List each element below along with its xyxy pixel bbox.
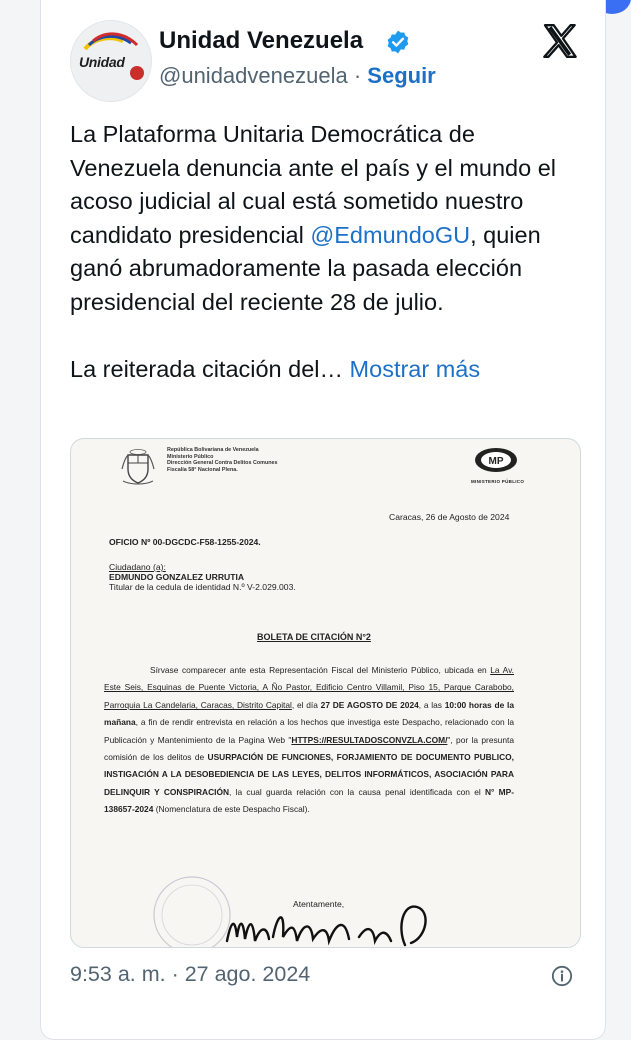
citation-document [71,439,580,947]
header-line-4: Fiscalía 58° Nacional Plena. [167,466,238,473]
place-date: Caracas, 26 de Agosto de 2024 [389,512,510,522]
header-line-1: República Bolivariana de Venezuela [167,447,259,453]
header-line-3: Dirección General Contra Delitos Comunes [167,460,278,467]
avatar-text: Unidad [79,54,125,70]
svg-text:MP: MP [488,456,504,467]
website: HTTPS://RESULTADOSCONVZLA.COM/ [291,734,448,745]
x-logo-icon[interactable] [540,21,580,61]
body-text-3: , a las [418,699,445,710]
boleta-title: BOLETA DE CITACIÓN N°2 [257,632,371,642]
recipient-name: EDMUNDO GONZALEZ URRUTIA [109,572,245,582]
info-icon[interactable] [551,965,573,987]
mention-link[interactable]: @EdmundoGU [310,221,471,248]
crimes-list: USURPACIÓN DE FUNCIONES, FORJAMIENTO DE DOCUMENTO PUBLICO, INSTIGACIÓN A LA DESOBEDIENCIA DE LAS LEYES, DELITOS INFORMÁTICOS, ASOCIACIÓN PARA DELINQUIR Y CONSPIRACIÓN [104,752,515,797]
attached-document-image[interactable] [70,438,581,948]
appointment-date: 27 DE AGOSTO DE 2024 [320,699,419,710]
oficio-number: OFICIO Nº 00-DGCDC-F58-1255-2024. [109,537,261,547]
ministerio-publico-logo-icon [473,445,519,477]
closing-text: Atentamente, [293,899,345,909]
body-text-7: (Nomenclatura de este Despacho Fiscal). [153,804,310,815]
show-more-link[interactable]: Mostrar más [349,355,481,382]
tweet-paragraph-2 [70,353,590,387]
tweet-text-part2: , quien ganó abrumadoramente la pasada elección presidencial del reciente 28 de julio. [70,221,541,315]
body-text-4: , a fin de rendir entrevista en relación a los hechos que investiga este Despacho, relacionado con la Publicación y Mantenimiento de la Pagina Web " [104,717,514,745]
handle-row [159,63,436,89]
avatar[interactable] [70,20,152,102]
verified-badge-icon [385,29,411,55]
handwritten-signature [221,897,451,947]
author-handle[interactable]: @unidadvenezuela [159,63,348,88]
follow-button[interactable]: Seguir [367,63,436,88]
coat-of-arms-icon [119,447,157,487]
address: La Av. Este Seis, Esquinas de Puente Victoria, A Ño Pastor, Edificio Centro Villamil, Piso 15, Parque Carabobo, Parroquia La Candelaria, Caracas, Distrito Capital [104,665,515,710]
author-name[interactable]: Unidad Venezuela [159,27,364,54]
separator-dot: · [353,63,362,88]
case-number: N° MP-138657-2024 [104,786,514,815]
ciudadano-label: Ciudadano (a): [109,562,166,572]
tweet-text [70,118,590,386]
body-text-6: , la cual guarda relación con la causa penal identificada con el [229,786,485,797]
body-text-1: Sírvase comparecer ante esta Representación Fiscal del Ministerio Público, ubicada en [150,665,491,675]
timestamp[interactable]: 9:53 a. m. · 27 ago. 2024 [70,962,311,986]
id-line: Titular de la cedula de identidad N.º V-2.029.003. [109,582,296,592]
body-text-2: , el día [291,699,321,710]
tweet-card [40,0,606,1040]
header-line-2: Ministerio Público [167,453,214,460]
body-text-5: ", por la presunta comisión de los delitos de [104,734,514,763]
appointment-time: 10:00 horas de la mañana [104,699,514,728]
citation-body [104,662,514,819]
truncated-text: La reiterada citación del… [70,355,350,382]
tweet-text-part1: La Plataforma Unitaria Democrática de Venezuela denuncia ante el país y el mundo el acoso judicial al cual está sometido nuestro candidato presidencial [70,121,557,248]
document-header [167,447,278,473]
tweet-paragraph-1 [70,118,590,319]
ministry-label: MINISTERIO PÚBLICO [471,479,525,484]
